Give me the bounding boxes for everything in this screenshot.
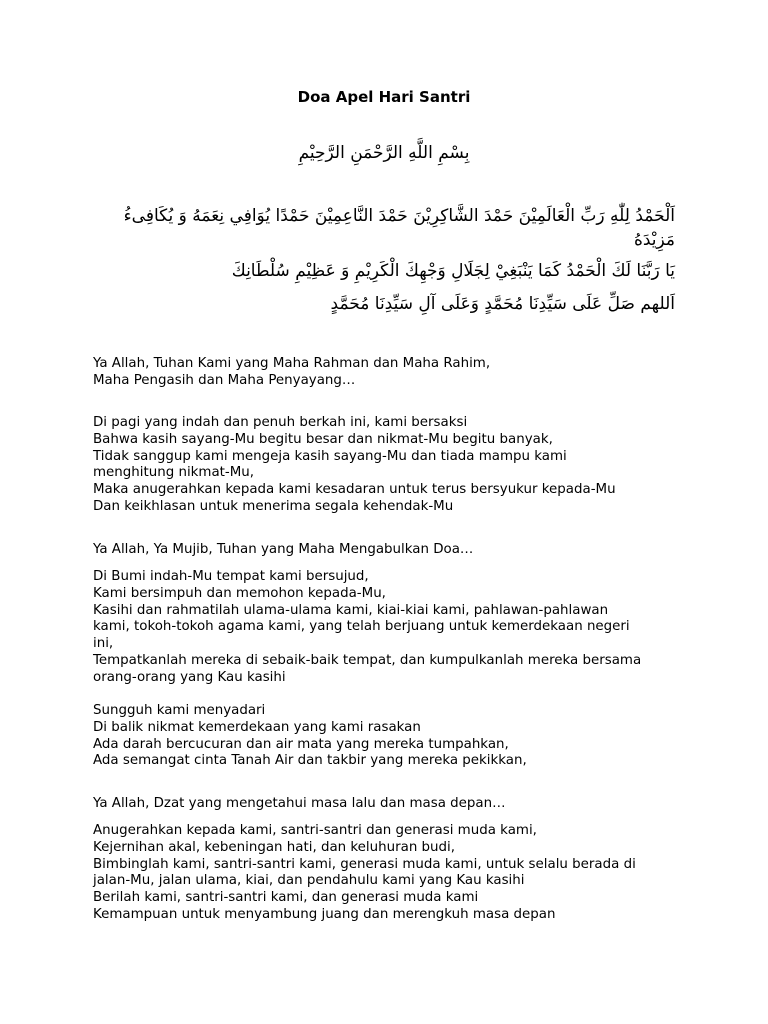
paragraph-line: orang-orang yang Kau kasihi [93,669,286,685]
paragraph-line: Ya Allah, Dzat yang mengetahui masa lalu dan masa depan… [93,796,506,811]
paragraph-line: Maha Pengasih dan Maha Penyayang… [93,372,356,388]
paragraph-line: Tidak sanggup kami mengeja kasih sayang-Mu dan tiada mampu kami [93,448,567,464]
paragraph-line: Sungguh kami menyadari [93,703,266,718]
paragraph-kemerdekaan [93,703,683,770]
paragraph-line: Tempatkanlah mereka di sebaik-baik tempat, dan kumpulkanlah mereka bersama [93,652,642,668]
paragraph-ya-mujib [93,542,683,559]
paragraph-gratitude [93,415,683,516]
paragraph-line: Di pagi yang indah dan penuh berkah ini, kami bersaksi [93,415,468,430]
paragraph-line: Bimbinglah kami, santri-santri kami, generasi muda kami, untuk selalu berada di [93,856,636,872]
paragraph-line: Berilah kami, santri-santri kami, dan generasi muda kami [93,890,479,906]
paragraph-line: Maka anugerahkan kepada kami kesadaran untuk terus bersyukur kepada-Mu [93,482,616,498]
paragraph-line: Ada darah bercucuran dan air mata yang mereka tumpahkan, [93,736,509,752]
paragraph-line: Ada semangat cinta Tanah Air dan takbir yang mereka pekikkan, [93,753,527,769]
paragraph-dzat [93,796,683,813]
paragraph-ulama [93,569,683,687]
paragraph-line: Kemampuan untuk menyambung juang dan merengkuh masa depan [93,906,556,922]
paragraph-line: jalan-Mu, jalan ulama, kiai, dan pendahulu kami yang Kau kasihi [93,873,525,889]
paragraph-line: Kasihi dan rahmatilah ulama-ulama kami, kiai-kiai kami, pahlawan-pahlawan [93,602,609,618]
paragraph-line: Kejernihan akal, kebeningan hati, dan keluhuran budi, [93,839,456,855]
paragraph-line: Bahwa kasih sayang-Mu begitu besar dan nikmat-Mu begitu banyak, [93,431,553,447]
paragraph-line: Anugerahkan kepada kami, santri-santri dan generasi muda kami, [93,823,537,838]
paragraph-generasi-muda [93,823,683,924]
document-title: Doa Apel Hari Santri [297,88,471,106]
basmala: بِسْمِ اللَّهِ الرَّحْمَنِ الرَّحِيْمِ [298,143,470,163]
arabic-shalawat-line: اَللهم صَلِّ عَلَى سَيِّدِنَا مُحَمَّدٍ وَعَلَى آلِ سَيِّدِنَا مُحَمَّدٍ [330,294,675,314]
paragraph-line: ini, [93,636,114,652]
paragraph-line: Ya Allah, Tuhan Kami yang Maha Rahman dan Maha Rahim, [93,356,491,371]
paragraph-line: Dan keikhlasan untuk menerima segala kehendak-Mu [93,498,454,514]
paragraph-line: kami, tokoh-tokoh agama kami, yang telah berjuang untuk kemerdekaan negeri [93,619,630,635]
arabic-hamdalah-line: اَلْحَمْدُ لِلّٰهِ رَبِّ الْعَالَمِيْنَ حَمْدَ الشَّاكِرِيْنَ حَمْدَ النَّاعِمِيْنَ حَمْدًا يُوَافِي نِعَمَهُ وَ يُكَافِىءُ [123,206,675,226]
paragraph-line: Di Bumi indah-Mu tempat kami bersujud, [93,569,369,584]
paragraph-line: Kami bersimpuh dan memohon kepada-Mu, [93,585,386,601]
paragraph-line: menghitung nikmat-Mu, [93,465,255,481]
paragraph-line: Ya Allah, Ya Mujib, Tuhan yang Maha Mengabulkan Doa… [93,542,474,557]
arabic-hamdalah-continuation: مَزِيْدَهُ [633,230,675,250]
paragraph-opening [93,356,683,390]
paragraph-line: Di balik nikmat kemerdekaan yang kami rasakan [93,719,421,735]
arabic-praise-line: يَا رَبَّنَا لَكَ الْحَمْدُ كَمَا يَنْبَغِيْ لِجَلَالِ وَجْهِكَ الْكَرِيْمِ وَ عَظِيْمِ سُلْطَانِكَ [231,261,675,281]
